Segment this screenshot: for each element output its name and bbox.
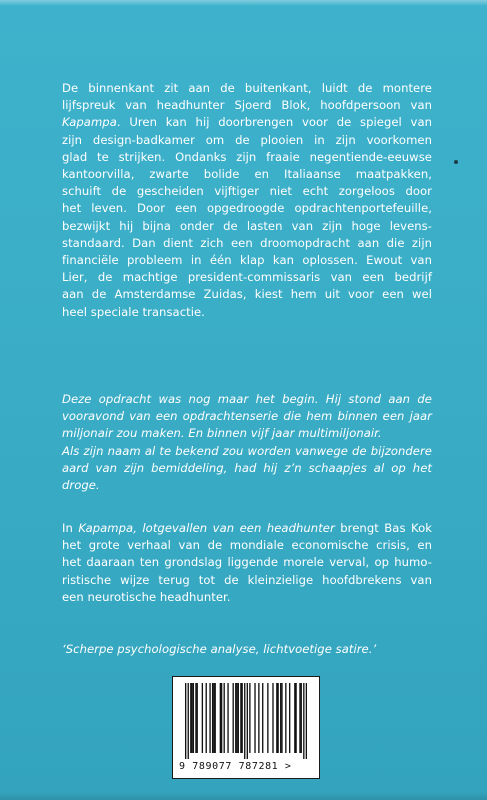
blurb-line: kantoorvilla, zwarte bolide en Italiaanse maatpakken,: [62, 167, 432, 182]
cover-bottom-edge: [0, 792, 487, 800]
barcode-bar: [295, 683, 296, 753]
blurb-line: zijn design-badkamer om de plooien in zijn voorkomen: [62, 132, 432, 147]
barcode-bar: [191, 683, 192, 753]
excerpt-line: Deze opdracht was nog maar het begin. Hij stond aan de: [62, 392, 432, 406]
barcode-bar: [249, 683, 250, 753]
barcode-bar: [227, 683, 228, 753]
blurb-line: schuift de gescheiden vijftiger niet echt zorgeloos door: [62, 184, 432, 199]
barcode-bars: [185, 683, 307, 759]
blurb-line: een neurotische headhunter.: [62, 589, 231, 604]
barcode-bar: [224, 683, 225, 753]
barcode-bar: [242, 683, 243, 753]
blurb-line: het leven. Door een opgedroogde opdrachtenportefeuille,: [62, 201, 432, 216]
excerpt-line: aard van zijn bemiddeling, had hij z’n schaapjes al op het droge.: [62, 460, 432, 493]
barcode-bar: [244, 683, 245, 759]
book-full-title-mention: Kapampa, lotgevallen van een headhunter: [78, 521, 335, 535]
barcode-bar: [267, 683, 268, 753]
barcode-bar: [185, 683, 186, 759]
barcode-bar: [240, 683, 241, 753]
barcode-bar: [262, 683, 263, 753]
blurb-line: standaard. Dan dient zich een droomopdracht aan die zijn: [62, 235, 432, 250]
barcode-bar: [306, 683, 307, 759]
barcode-bar: [206, 683, 207, 753]
blurb-line: lijfspreuk van headhunter Sjoerd Blok, hoofdpersoon van: [62, 98, 432, 113]
barcode-bar: [209, 683, 210, 753]
barcode-bar: [247, 683, 248, 759]
excerpt-paragraph: [62, 391, 432, 494]
blurb-line: glad te strijken. Ondanks zijn fraaie negentiende-eeuwse: [62, 149, 432, 164]
blurb-line: Lier, de machtige president-commissaris van een bedrijf: [62, 270, 432, 285]
blurb-line: financiële probleem in één klap kan oplossen. Ewout van: [62, 253, 432, 268]
barcode-bar: [188, 683, 189, 759]
print-speck: [454, 160, 458, 164]
excerpt-line: Als zijn naam al te bekend zou worden vanwege de bijzondere: [62, 443, 432, 458]
blurb-line: De binnenkant zit aan de buitenkant, luidt de montere: [62, 81, 432, 95]
barcode-bar: [303, 683, 304, 759]
barcode-bar: [272, 683, 273, 753]
barcode-bar: [195, 683, 196, 753]
barcode-bar: [254, 683, 255, 753]
barcode-bar: [285, 683, 286, 753]
barcode-bar: [235, 683, 236, 753]
barcode-bar: [299, 683, 300, 753]
book-title-mention: Kapampa: [62, 115, 117, 130]
excerpt-line: miljonair zou maken. En binnen vijf jaar multimiljonair.: [62, 426, 382, 441]
barcode-bar: [193, 683, 194, 753]
barcode-bar: [212, 683, 213, 753]
blurb-paragraph-1: [62, 80, 432, 321]
barcode-bar: [220, 683, 221, 753]
isbn-barcode: [172, 676, 320, 779]
barcode-bar: [289, 683, 290, 753]
cover-top-edge: [0, 0, 487, 6]
blurb-line: ristische wijze terug tot de kleinzielige hoofdbrekens van: [62, 572, 432, 587]
blurb-line: heel speciale transactie.: [62, 304, 205, 319]
blurb-line: In Kapampa, lotgevallen van een headhunter brengt Bas Kok: [62, 521, 432, 535]
isbn-number: 9 789077 787281 >: [179, 761, 292, 772]
barcode-bar: [280, 683, 281, 753]
barcode-bar: [233, 683, 234, 753]
blurb-line: aan de Amsterdamse Zuidas, kiest hem uit voor een wel: [62, 287, 432, 302]
review-quote: ‘Scherpe psychologische analyse, lichtvoetige satire.’: [62, 642, 377, 656]
barcode-bar: [221, 683, 222, 753]
blurb-line: het grote verhaal van de mondiale economische crisis, en: [62, 538, 432, 553]
barcode-bar: [236, 683, 237, 753]
barcode-bar: [215, 683, 216, 753]
barcode-bar: [294, 683, 295, 753]
blurb-paragraph-3: [62, 520, 432, 606]
barcode-bar: [301, 683, 302, 753]
barcode-bar: [213, 683, 214, 753]
blurb-line: het daaraan ten grondslag liggende morele verval, op humo-: [62, 555, 432, 570]
blurb-line: Kapampa. Uren kan hij doorbrengen voor de spiegel van: [62, 115, 432, 130]
barcode-bar: [197, 683, 198, 753]
excerpt-line: vooravond van een opdrachtenserie die hem binnen een jaar: [62, 409, 432, 424]
barcode-bar: [202, 683, 203, 753]
barcode-bar: [277, 683, 278, 753]
barcode-bar: [276, 683, 277, 753]
barcode-bar: [238, 683, 239, 753]
blurb-line: bezwijkt hij bijna onder de lasten van zijn hoge levens-: [62, 218, 432, 233]
barcode-bar: [281, 683, 282, 753]
barcode-bar: [258, 683, 259, 753]
barcode-bar: [190, 683, 191, 753]
